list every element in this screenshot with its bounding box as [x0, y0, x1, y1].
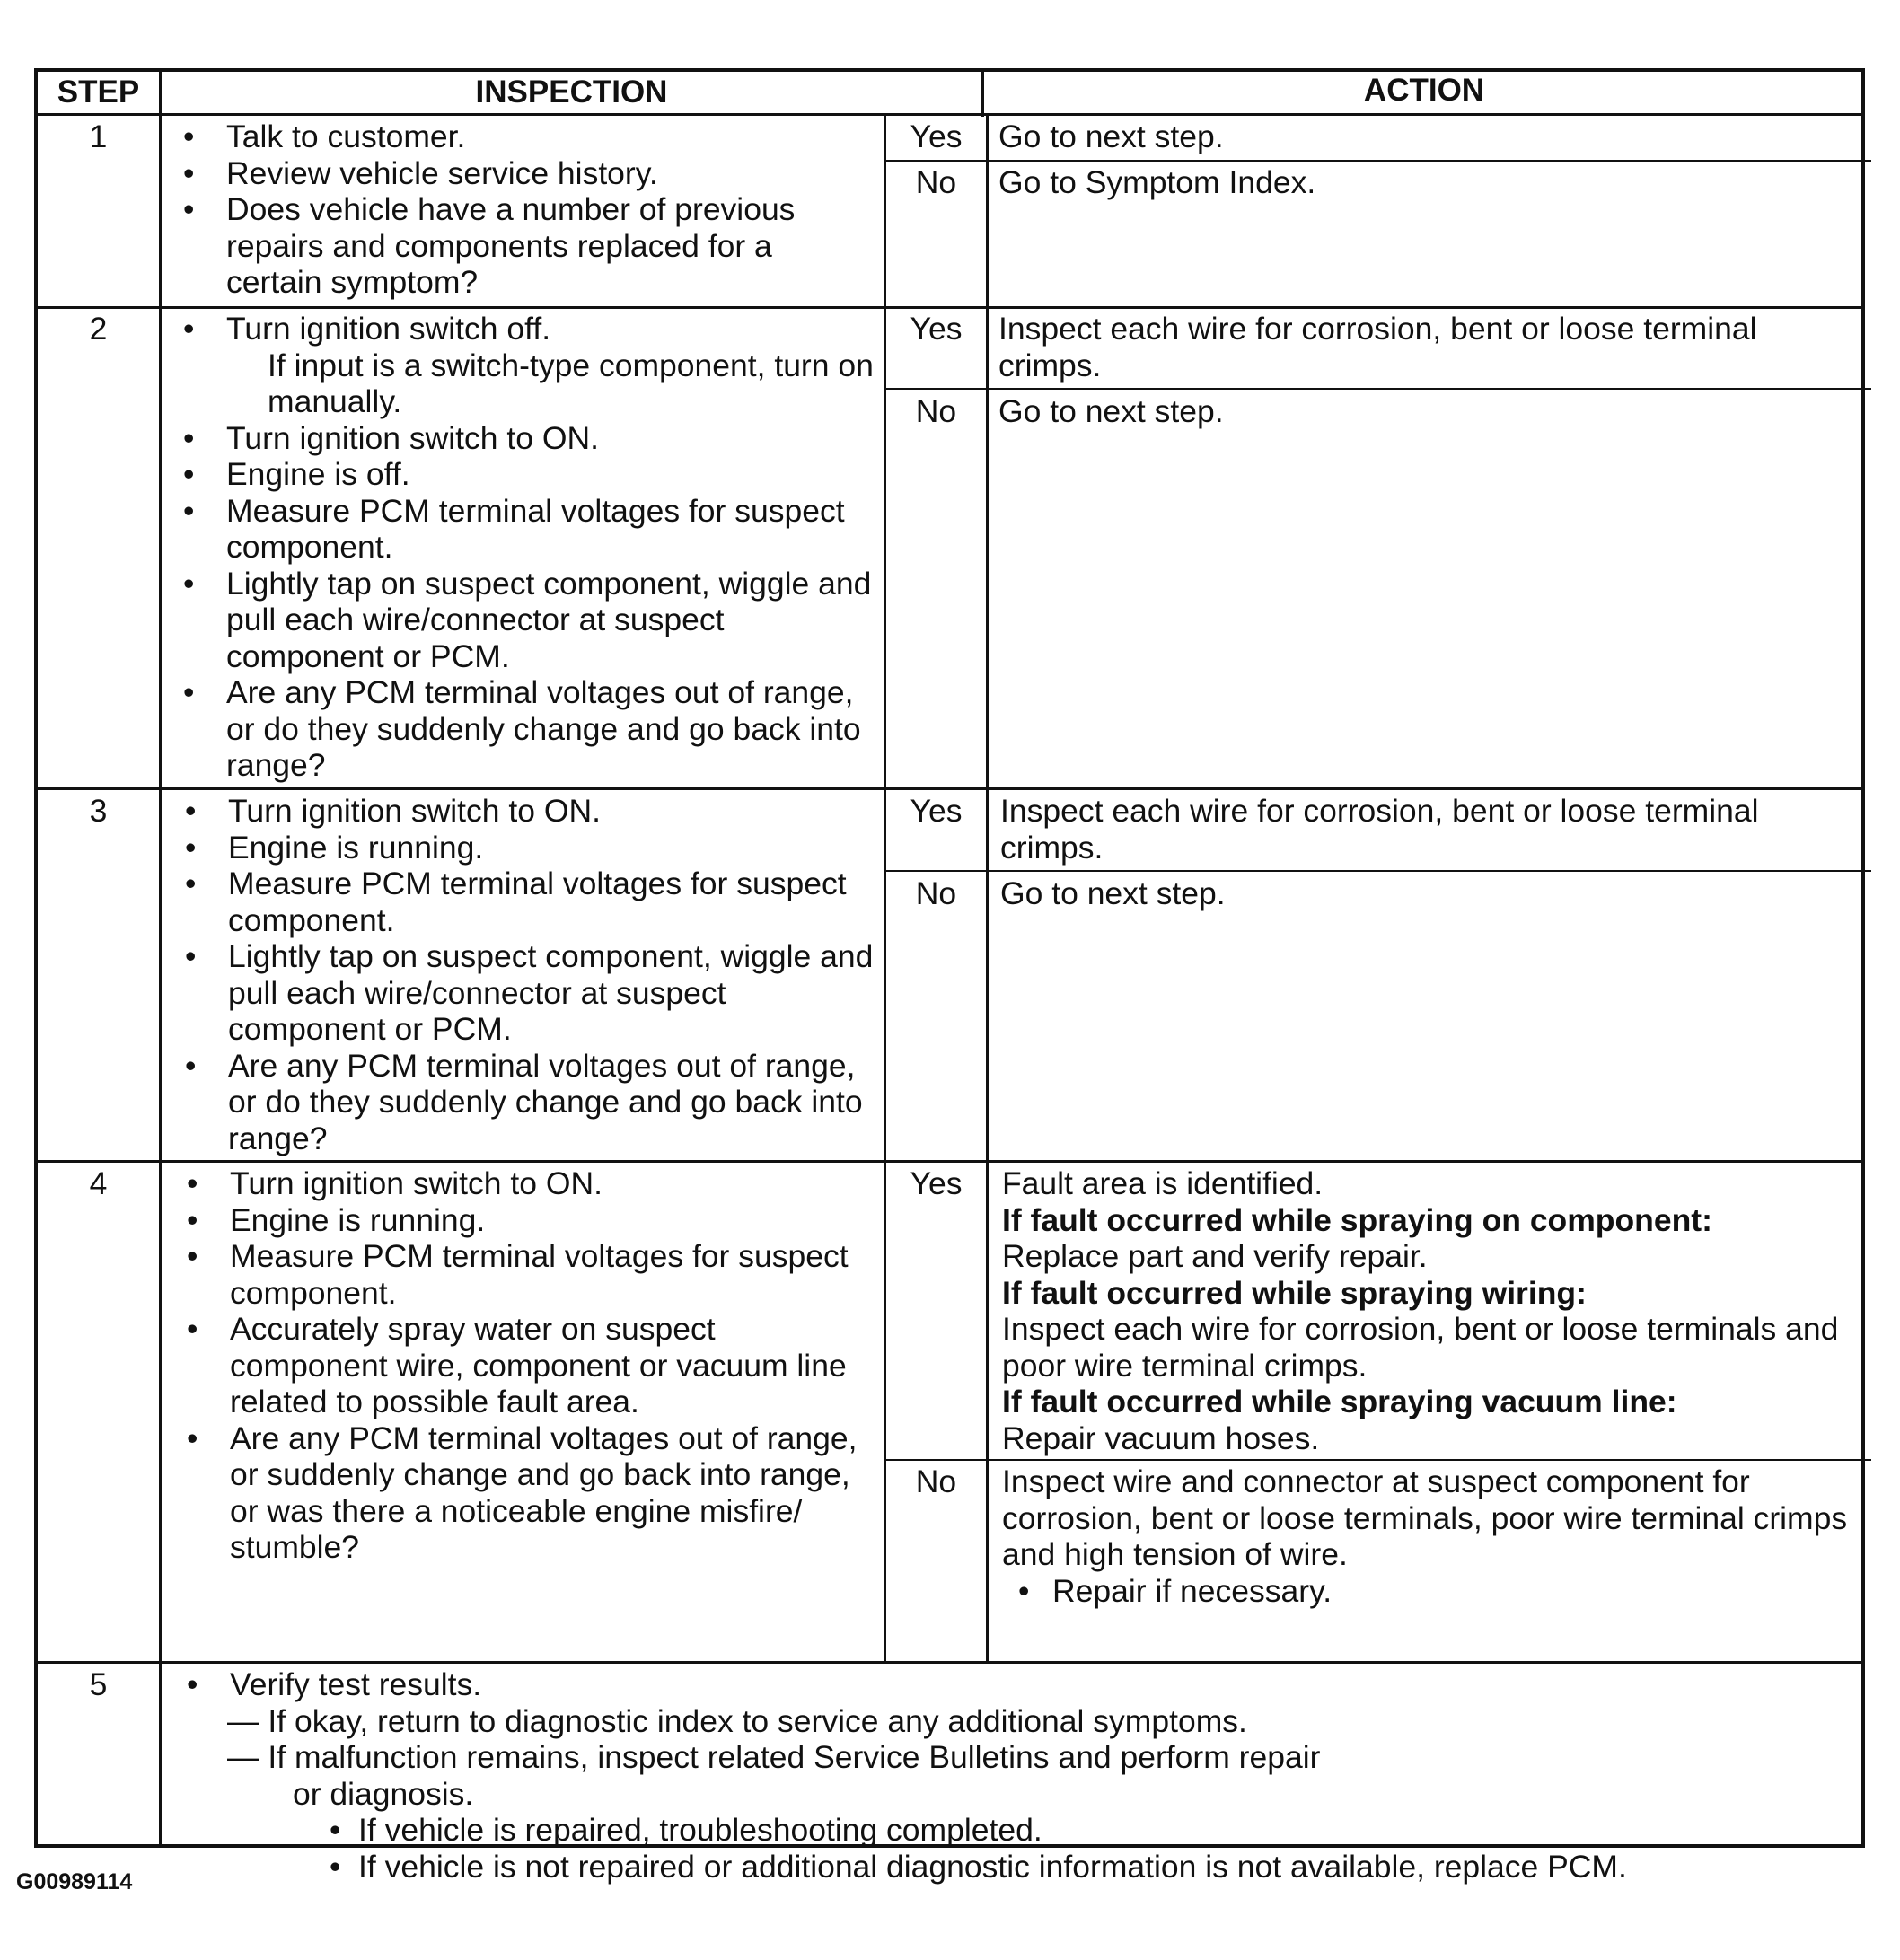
yes-label: Yes [910, 311, 963, 347]
action-line: Inspect wire and connector at suspect component for corrosion, bent or loose terminals, poor wire terminal crimps and high tension of wire. [1002, 1463, 1848, 1572]
yes-action: Go to next step. [998, 119, 1224, 154]
inspection-list [181, 311, 877, 784]
list-item: • Talk to customer. [181, 119, 873, 155]
yes-label: Yes [910, 1165, 963, 1201]
list-item: • Verify test results. [185, 1666, 1855, 1703]
divider-yn-2 [884, 388, 1871, 390]
list-item: • Turn ignition switch to ON. [185, 1165, 881, 1202]
list-item: • Are any PCM terminal voltages out of range, or suddenly change and go back into range, or was there a noticeable engine misfire/ stumble? [185, 1420, 881, 1566]
divider-step3 [38, 1160, 1861, 1163]
dash-item-text: If malfunction remains, inspect related Service Bulletins and perform repair [268, 1739, 1321, 1775]
list-item: • Does vehicle have a number of previous repairs and components replaced for a certain symptom? [181, 191, 873, 301]
list-item: • If vehicle is repaired, troubleshooting completed. [328, 1812, 1855, 1849]
inspection-list [183, 793, 879, 1156]
action-line: Inspect each wire for corrosion, bent or loose terminals and poor wire terminal crimps. [1002, 1311, 1839, 1384]
step-number: 1 [89, 119, 108, 154]
list-item: • Turn ignition switch to ON. [181, 420, 877, 457]
list-item: • Engine is running. [183, 830, 879, 866]
no-label: No [915, 875, 957, 911]
no-action [1002, 1463, 1866, 1609]
list-item: • Engine is running. [185, 1202, 881, 1239]
step-number: 2 [89, 311, 108, 347]
dash-item-text: If okay, return to diagnostic index to service any additional symptoms. [268, 1702, 1247, 1739]
no-label: No [915, 393, 957, 429]
no-action: Go to next step. [1000, 875, 1226, 911]
list-note: If input is a switch-type component, turn on manually. [268, 347, 874, 419]
yes-action [1002, 1165, 1866, 1456]
divider-yn-4 [884, 1459, 1871, 1461]
list-item: • If vehicle is not repaired or additional diagnostic information is not available, replace PCM. [328, 1849, 1855, 1885]
dash-item: — If malfunction remains, inspect related Service Bulletins and perform repair [227, 1739, 1321, 1775]
header-step: STEP [57, 75, 140, 110]
no-action: Go to Symptom Index. [998, 164, 1316, 200]
divider-step-col [159, 72, 162, 1844]
dash-item: — If okay, return to diagnostic index to service any additional symptoms. [227, 1702, 1247, 1739]
header-inspection: INSPECTION [475, 75, 668, 110]
action-heading: If fault occurred while spraying wiring: [1002, 1274, 1587, 1311]
step-number: 5 [89, 1666, 108, 1702]
list-item: • Accurately spray water on suspect component wire, component or vacuum line related to possible fault area. [185, 1311, 881, 1420]
step-number: 3 [89, 793, 108, 829]
action-line: Fault area is identified. [1002, 1165, 1324, 1201]
list-item: • Measure PCM terminal voltages for suspect component. [181, 493, 877, 566]
divider-yn-3 [884, 870, 1871, 872]
figure-code: G00989114 [16, 1869, 133, 1894]
sub-list [185, 1812, 1855, 1885]
list-item: • Turn ignition switch to ON. [183, 793, 879, 830]
no-label: No [915, 1463, 957, 1499]
divider-action-col-body [986, 115, 989, 1664]
divider-step4 [38, 1661, 1861, 1664]
list-item: • Review vehicle service history. [181, 155, 873, 192]
no-label: No [915, 164, 957, 200]
step-number: 4 [89, 1165, 108, 1201]
list-item: • Measure PCM terminal voltages for suspect component. [185, 1238, 881, 1311]
action-heading: If fault occurred while spraying vacuum line: [1002, 1384, 1677, 1419]
yes-action: Inspect each wire for corrosion, bent or loose terminal crimps. [1000, 793, 1759, 866]
yes-label: Yes [910, 793, 963, 829]
action-line: Replace part and verify repair. [1002, 1238, 1428, 1274]
list-item: • Measure PCM terminal voltages for suspect component. [183, 866, 879, 938]
action-heading: If fault occurred while spraying on component: [1002, 1201, 1712, 1238]
divider-yn-1 [884, 160, 1871, 162]
list-item: • Lightly tap on suspect component, wiggle and pull each wire/connector at suspect component or PCM. [183, 938, 879, 1048]
no-action: Go to next step. [998, 393, 1224, 429]
verification-block [185, 1666, 1855, 1885]
header-action: ACTION [1363, 73, 1485, 108]
list-item: • Lightly tap on suspect component, wiggle and pull each wire/connector at suspect component or PCM. [181, 566, 877, 675]
list-item: • Turn ignition switch off. [181, 311, 877, 347]
divider-header [38, 113, 1861, 116]
list-item: • Are any PCM terminal voltages out of range, or do they suddenly change and go back into range? [181, 674, 877, 784]
inspection-list [181, 119, 873, 301]
divider-step1 [38, 306, 1861, 309]
yes-action: Inspect each wire for corrosion, bent or loose terminal crimps. [998, 311, 1757, 383]
dash-item-continuation: or diagnosis. [293, 1775, 474, 1812]
action-line: Repair vacuum hoses. [1002, 1419, 1320, 1456]
yes-label: Yes [910, 119, 963, 154]
divider-step2 [38, 787, 1861, 790]
list-item: • Are any PCM terminal voltages out of range, or do they suddenly change and go back into range? [183, 1048, 879, 1157]
list-item: • Engine is off. [181, 456, 877, 493]
inspection-list [185, 1165, 881, 1566]
list-item: • Repair if necessary. [1002, 1573, 1866, 1610]
